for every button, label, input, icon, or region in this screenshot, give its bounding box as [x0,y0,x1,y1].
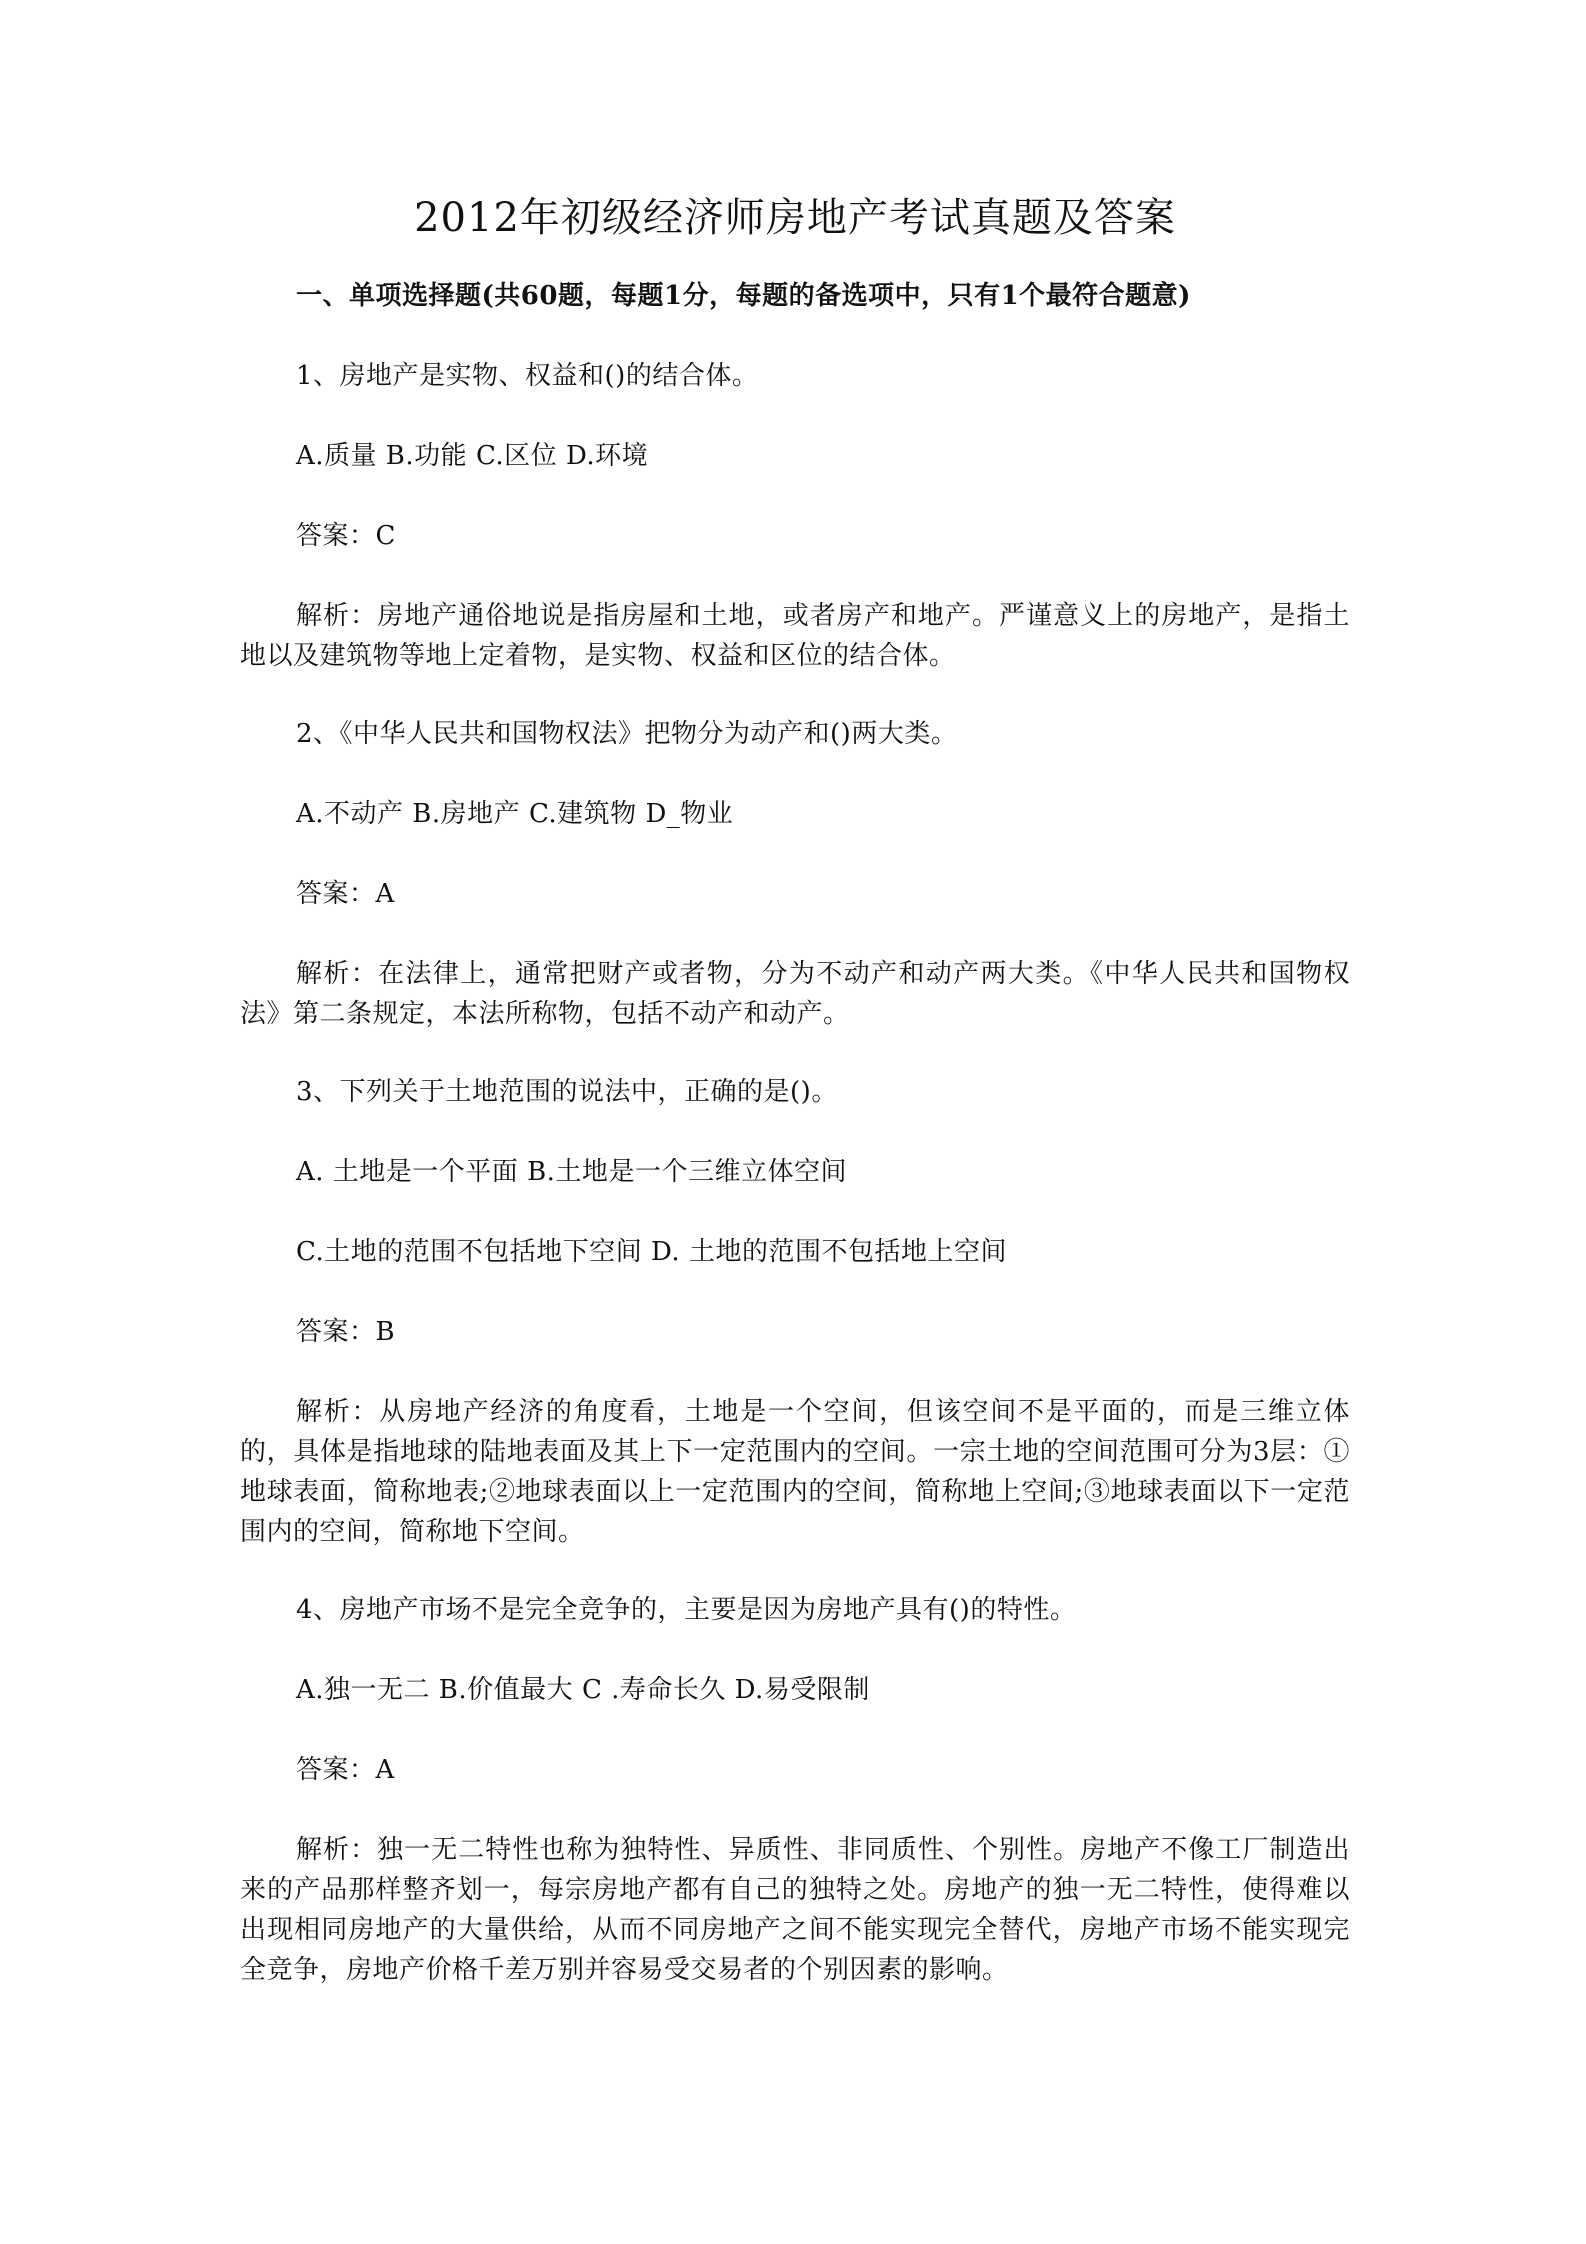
question-options: A.独一无二 B.价值最大 C .寿命长久 D.易受限制 [296,1675,870,1705]
question-explanation: 解析：房地产通俗地说是指房屋和土地，或者房产和地产。严谨意义上的房地产，是指土地以及建筑物等地上定着物，是实物、权益和区位的结合体。 [240,601,1350,671]
question-3 [240,1072,1350,1552]
question-stem: 1、房地产是实物、权益和()的结合体。 [296,361,759,391]
question-answer: 答案：A [296,1755,395,1785]
question-options: A. 土地是一个平面 B.土地是一个三维立体空间 [296,1157,847,1187]
question-options: A.质量 B.功能 C.区位 D.环境 [296,441,649,471]
question-explanation: 解析：独一无二特性也称为独特性、异质性、非同质性、个别性。房地产不像工厂制造出来的产品那样整齐划一，每宗房地产都有自己的独特之处。房地产的独一无二特性，使得难以出现相同房地产的大量供给，从而不同房地产之间不能实现完全替代，房地产市场不能实现完全竞争，房地产价格千差万别并容易受交易者的个别因素的影响。 [240,1835,1350,1985]
question-explanation: 解析：从房地产经济的角度看，土地是一个空间，但该空间不是平面的，而是三维立体的，具体是指地球的陆地表面及其上下一定范围内的空间。一宗土地的空间范围可分为3层：①地球表面，简称地表;②地球表面以上一定范围内的空间，简称地上空间;③地球表面以下一定范围内的空间，简称地下空间。 [240,1397,1350,1547]
document-title: 2012年初级经济师房地产考试真题及答案 [414,195,1176,241]
question-answer: 答案：B [296,1317,396,1347]
question-options: A.不动产 B.房地产 C.建筑物 D_物业 [296,799,734,829]
question-stem: 2、《中华人民共和国物权法》把物分为动产和()两大类。 [296,719,958,749]
question-explanation: 解析：在法律上，通常把财产或者物，分为不动产和动产两大类。《中华人民共和国物权法》第二条规定，本法所称物，包括不动产和动产。 [240,959,1350,1029]
question-answer: 答案：A [296,879,395,909]
question-stem: 3、下列关于土地范围的说法中，正确的是()。 [296,1077,838,1107]
question-answer: 答案：C [296,521,396,551]
question-stem: 4、房地产市场不是完全竞争的，主要是因为房地产具有()的特性。 [296,1595,1077,1625]
question-2 [240,714,1350,1034]
section-heading: 一、单项选择题(共60题，每题1分，每题的备选项中，只有1个最符合题意) [296,281,1191,311]
question-4 [240,1590,1350,1990]
question-1 [240,356,1350,676]
question-options: C.土地的范围不包括地下空间 D. 土地的范围不包括地上空间 [296,1237,1007,1267]
document-page [240,190,1350,2028]
